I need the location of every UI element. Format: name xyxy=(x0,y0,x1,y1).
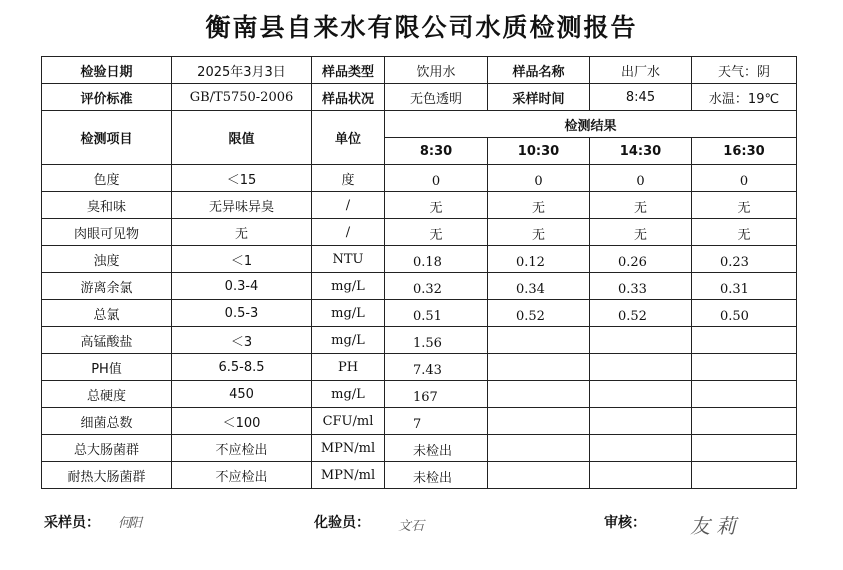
sample-time-value: 8:45 xyxy=(590,84,692,111)
time-header: 16:30 xyxy=(692,138,797,165)
result-cell: 无 xyxy=(692,219,797,246)
result-cell xyxy=(590,408,692,435)
result-cell: 0.23 xyxy=(692,246,797,273)
item-cell: 臭和味 xyxy=(42,192,172,219)
limit-cell: 6.5-8.5 xyxy=(172,354,312,381)
result-cell: 0 xyxy=(488,165,590,192)
result-cell xyxy=(692,381,797,408)
item-cell: 高锰酸盐 xyxy=(42,327,172,354)
unit-cell: / xyxy=(312,219,385,246)
time-header: 14:30 xyxy=(590,138,692,165)
unit-cell: MPN/ml xyxy=(312,462,385,489)
table-row xyxy=(42,408,797,435)
result-cell: 0.50 xyxy=(692,300,797,327)
sample-state-label: 样品状况 xyxy=(312,84,385,111)
inspector-label: 化验员： xyxy=(314,515,370,531)
item-cell: 耐热大肠菌群 xyxy=(42,462,172,489)
table-row xyxy=(42,192,797,219)
result-cell: 167 xyxy=(385,381,488,408)
unit-cell: / xyxy=(312,192,385,219)
unit-cell: PH xyxy=(312,354,385,381)
time-header: 8:30 xyxy=(385,138,488,165)
result-cell xyxy=(692,408,797,435)
standard-label: 评价标准 xyxy=(42,84,172,111)
weather-value: 天气：阴 xyxy=(692,57,797,84)
table-row xyxy=(42,354,797,381)
table-row xyxy=(42,246,797,273)
table-row xyxy=(42,273,797,300)
limit-header: 限值 xyxy=(172,111,312,165)
result-cell: 0.18 xyxy=(385,246,488,273)
unit-cell: mg/L xyxy=(312,300,385,327)
result-cell xyxy=(488,381,590,408)
result-cell xyxy=(488,435,590,462)
unit-cell: 度 xyxy=(312,165,385,192)
reviewer-signature: 友莉 xyxy=(690,514,742,538)
sample-state-value: 无色透明 xyxy=(385,84,488,111)
unit-header: 单位 xyxy=(312,111,385,165)
limit-cell: ＜100 xyxy=(172,408,312,435)
sample-type-value: 饮用水 xyxy=(385,57,488,84)
results-header: 检测结果 xyxy=(385,111,797,138)
limit-cell: 0.5-3 xyxy=(172,300,312,327)
result-cell: 无 xyxy=(692,192,797,219)
result-cell xyxy=(590,354,692,381)
standard-value: GB/T5750-2006 xyxy=(172,84,312,111)
result-cell: 0.12 xyxy=(488,246,590,273)
item-cell: 色度 xyxy=(42,165,172,192)
result-cell: 0.31 xyxy=(692,273,797,300)
result-cell: 未检出 xyxy=(385,462,488,489)
check-date-value: 2025年3月3日 xyxy=(172,57,312,84)
result-cell: 无 xyxy=(488,219,590,246)
water-temp-value: 水温：19℃ xyxy=(692,84,797,111)
result-cell: 0 xyxy=(692,165,797,192)
sampler-label: 采样员： xyxy=(44,515,100,531)
unit-cell: mg/L xyxy=(312,327,385,354)
inspector-signature: 文石 xyxy=(398,519,425,534)
time-header: 10:30 xyxy=(488,138,590,165)
unit-cell: NTU xyxy=(312,246,385,273)
result-cell: 1.56 xyxy=(385,327,488,354)
result-cell: 0.52 xyxy=(488,300,590,327)
result-cell xyxy=(488,462,590,489)
item-cell: 肉眼可见物 xyxy=(42,219,172,246)
sample-type-label: 样品类型 xyxy=(312,57,385,84)
limit-cell: ＜3 xyxy=(172,327,312,354)
unit-cell: MPN/ml xyxy=(312,435,385,462)
result-cell xyxy=(590,327,692,354)
unit-cell: mg/L xyxy=(312,381,385,408)
limit-cell: ＜1 xyxy=(172,246,312,273)
result-cell xyxy=(692,354,797,381)
check-date-label: 检验日期 xyxy=(42,57,172,84)
sample-time-label: 采样时间 xyxy=(488,84,590,111)
result-cell: 0 xyxy=(385,165,488,192)
item-cell: 总氯 xyxy=(42,300,172,327)
limit-cell: 不应检出 xyxy=(172,435,312,462)
item-cell: 总硬度 xyxy=(42,381,172,408)
meta-row-1 xyxy=(42,57,797,84)
result-cell: 无 xyxy=(590,192,692,219)
unit-cell: CFU/ml xyxy=(312,408,385,435)
table-row xyxy=(42,219,797,246)
result-cell: 0.26 xyxy=(590,246,692,273)
item-cell: 游离余氯 xyxy=(42,273,172,300)
limit-cell: 450 xyxy=(172,381,312,408)
result-cell xyxy=(488,354,590,381)
water-quality-table xyxy=(41,56,797,489)
limit-cell: 不应检出 xyxy=(172,462,312,489)
item-header: 检测项目 xyxy=(42,111,172,165)
unit-cell: mg/L xyxy=(312,273,385,300)
table-row xyxy=(42,462,797,489)
item-cell: 细菌总数 xyxy=(42,408,172,435)
result-cell xyxy=(692,327,797,354)
limit-cell: 0.3-4 xyxy=(172,273,312,300)
result-cell: 无 xyxy=(385,219,488,246)
result-cell: 无 xyxy=(590,219,692,246)
result-cell xyxy=(590,381,692,408)
sample-name-value: 出厂水 xyxy=(590,57,692,84)
result-cell xyxy=(590,462,692,489)
result-cell: 无 xyxy=(488,192,590,219)
result-cell xyxy=(488,408,590,435)
table-row xyxy=(42,300,797,327)
result-cell: 7.43 xyxy=(385,354,488,381)
item-cell: PH值 xyxy=(42,354,172,381)
result-cell: 未检出 xyxy=(385,435,488,462)
result-cell xyxy=(692,462,797,489)
result-cell: 7 xyxy=(385,408,488,435)
result-cell xyxy=(590,435,692,462)
reviewer-label: 审核： xyxy=(604,515,646,531)
header-row-1 xyxy=(42,111,797,138)
result-cell: 0.51 xyxy=(385,300,488,327)
result-cell: 无 xyxy=(385,192,488,219)
table-row xyxy=(42,165,797,192)
limit-cell: 无异味异臭 xyxy=(172,192,312,219)
item-cell: 总大肠菌群 xyxy=(42,435,172,462)
result-cell: 0.33 xyxy=(590,273,692,300)
table-row xyxy=(42,327,797,354)
item-cell: 浊度 xyxy=(42,246,172,273)
result-cell: 0.32 xyxy=(385,273,488,300)
sample-name-label: 样品名称 xyxy=(488,57,590,84)
result-cell xyxy=(692,435,797,462)
limit-cell: 无 xyxy=(172,219,312,246)
sampler-signature: 何阳 xyxy=(118,516,141,531)
result-cell: 0.52 xyxy=(590,300,692,327)
table-row xyxy=(42,435,797,462)
table-row xyxy=(42,381,797,408)
result-cell xyxy=(488,327,590,354)
result-cell: 0.34 xyxy=(488,273,590,300)
limit-cell: ＜15 xyxy=(172,165,312,192)
meta-row-2 xyxy=(42,84,797,111)
result-cell: 0 xyxy=(590,165,692,192)
report-title: 衡南县自来水有限公司水质检测报告 xyxy=(205,13,638,42)
